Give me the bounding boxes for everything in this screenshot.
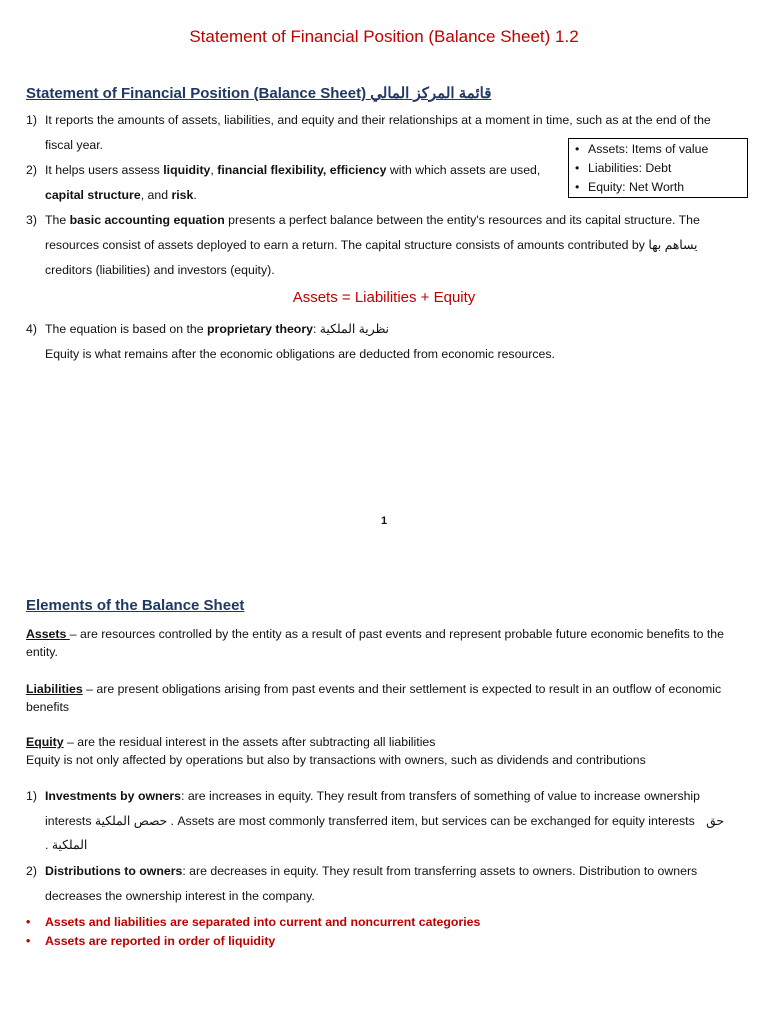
section-heading: Elements of the Balance Sheet bbox=[26, 597, 245, 614]
section-heading: Statement of Financial Position (Balance Sheet) قائمة المركز المالي bbox=[26, 85, 492, 102]
page-number: 1 bbox=[380, 515, 388, 527]
definition-equity: Equity – are the residual interest in the assets after subtracting all liabilities Equity is not only affected by operations but also by transactions with owners, such as dividends and contributions bbox=[26, 735, 646, 767]
box-item: • Equity: Net Worth bbox=[575, 178, 747, 197]
list-item-continuation: resources consist of assets deployed to earn a return. The capital structure consists of amounts contributed by يساهم بها bbox=[45, 238, 698, 252]
list-item-continuation: الملكية . bbox=[45, 838, 88, 852]
highlight-bullet: • Assets are reported in order of liquidity bbox=[26, 934, 276, 948]
definitions-box bbox=[568, 138, 748, 198]
list-item-continuation: interests حصص الملكية . Assets are most commonly transferred item, but services can be exchanged for equity interests bbox=[45, 814, 695, 828]
list-item-continuation: creditors (liabilities) and investors (equity). bbox=[45, 263, 275, 277]
list-item-continuation: capital structure, and risk. bbox=[45, 188, 197, 202]
arabic-term: حق bbox=[706, 814, 724, 828]
list-item-continuation: Equity is what remains after the economic obligations are deducted from economic resources. bbox=[45, 347, 555, 361]
list-item-continuation: fiscal year. bbox=[45, 138, 104, 152]
box-item: • Assets: Items of value bbox=[575, 140, 747, 159]
page-title: Statement of Financial Position (Balance Sheet) 1.2 bbox=[189, 27, 579, 46]
definition-assets: Assets – are resources controlled by the entity as a result of past events and represent probable future economic benefits to the entity. bbox=[26, 627, 724, 659]
accounting-equation: Assets = Liabilities + Equity bbox=[292, 289, 476, 306]
definition-liabilities: Liabilities – are present obligations arising from past events and their settlement is expected to result in an outflow of economic benefits bbox=[26, 682, 722, 714]
box-item: • Liabilities: Debt bbox=[575, 159, 747, 178]
highlight-bullet: • Assets and liabilities are separated into current and noncurrent categories bbox=[26, 915, 481, 929]
list-item-continuation: decreases the ownership interest in the company. bbox=[45, 889, 315, 903]
